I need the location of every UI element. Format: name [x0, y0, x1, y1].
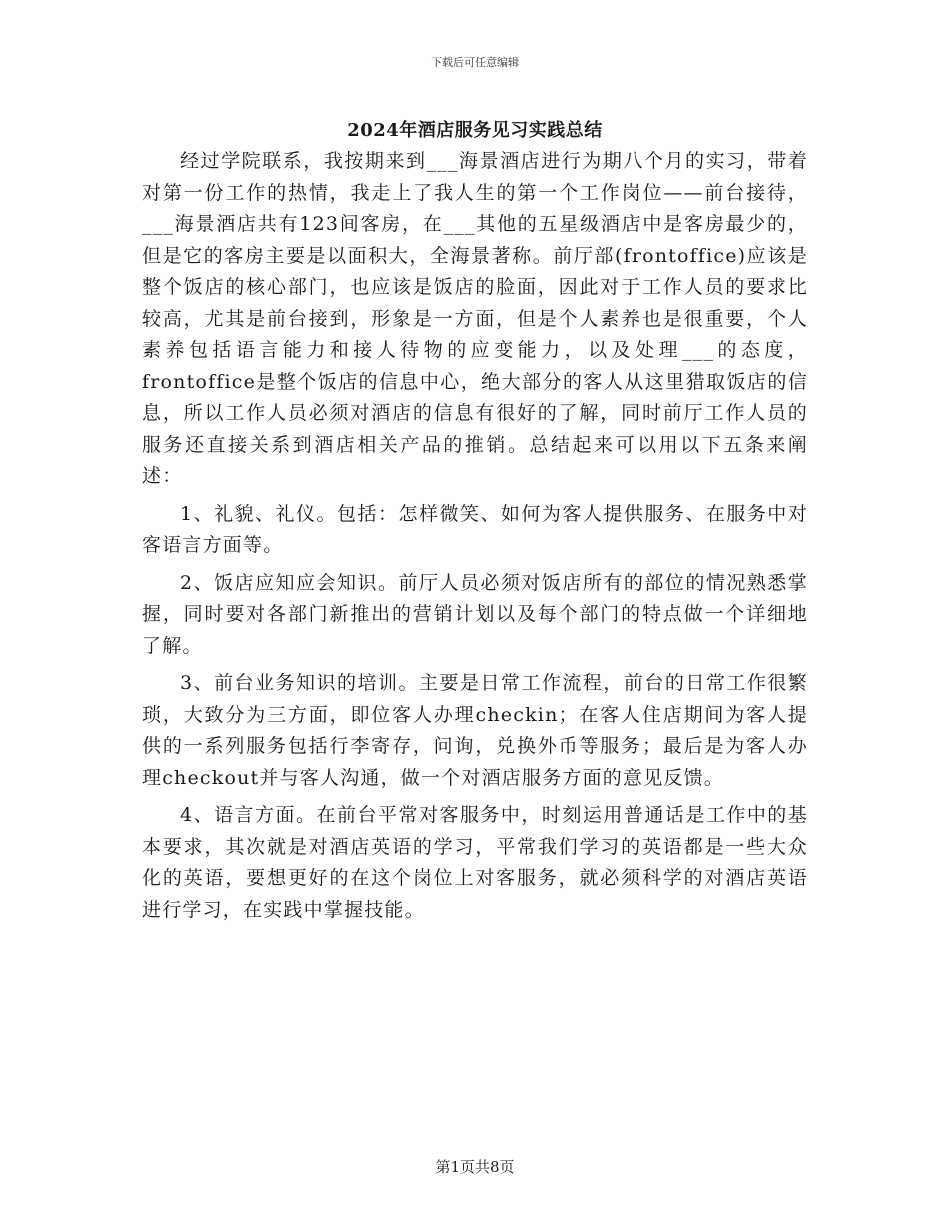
paragraph-item-4: 4、语言方面。在前台平常对客服务中，时刻运用普通话是工作中的基本要求，其次就是对酒店英语的学习，平常我们学习的英语都是一些大众化的英语，要想更好的在这个岗位上对客服务，就必须科学的对酒店英语进行学习，在实践中掌握技能。 — [142, 804, 808, 921]
paragraph-item-3: 3、前台业务知识的培训。主要是日常工作流程，前台的日常工作很繁琐，大致分为三方面，即位客人办理checkin；在客人住店期间为客人提供的一系列服务包括行李寄存，问询，兑换外币等服务；最后是为客人办理checkout并与客人沟通，做一个对酒店服务方面的意见反馈。 — [142, 672, 808, 789]
paragraph-item-1: 1、礼貌、礼仪。包括：怎样微笑、如何为客人提供服务、在服务中对客语言方面等。 — [142, 502, 808, 556]
paragraph-item-2: 2、饭店应知应会知识。前厅人员必须对饭店所有的部位的情况熟悉掌握，同时要对各部门新推出的营销计划以及每个部门的特点做一个详细地了解。 — [142, 571, 808, 657]
page-number: 第1页共8页 — [435, 1158, 515, 1176]
paragraph-intro: 经过学院联系，我按期来到___海景酒店进行为期八个月的实习，带着对第一份工作的热情，我走上了我人生的第一个工作岗位——前台接待，___海景酒店共有123间客房，在___其他的五星级酒店中是客房最少的，但是它的客房主要是以面积大，全海景著称。前厅部(frontoffice)应该是整个饭店的核心部门，也应该是饭店的脸面，因此对于工作人员的要求比较高，尤其是前台接到，形象是一方面，但是个人素养也是很重要，个人素养包括语言能力和接人待物的应变能力，以及处理___的态度，frontoffice是整个饭店的信息中心，绝大部分的客人从这里猎取饭店的信息，所以工作人员必须对酒店的信息有很好的了解，同时前厅工作人员的服务还直接关系到酒店相关产品的推销。总结起来可以用以下五条来阐述： — [142, 150, 808, 487]
document-title: 2024年酒店服务见习实践总结 — [347, 120, 603, 141]
document-body — [142, 146, 808, 932]
header-note: 下载后可任意编辑 — [431, 56, 519, 69]
